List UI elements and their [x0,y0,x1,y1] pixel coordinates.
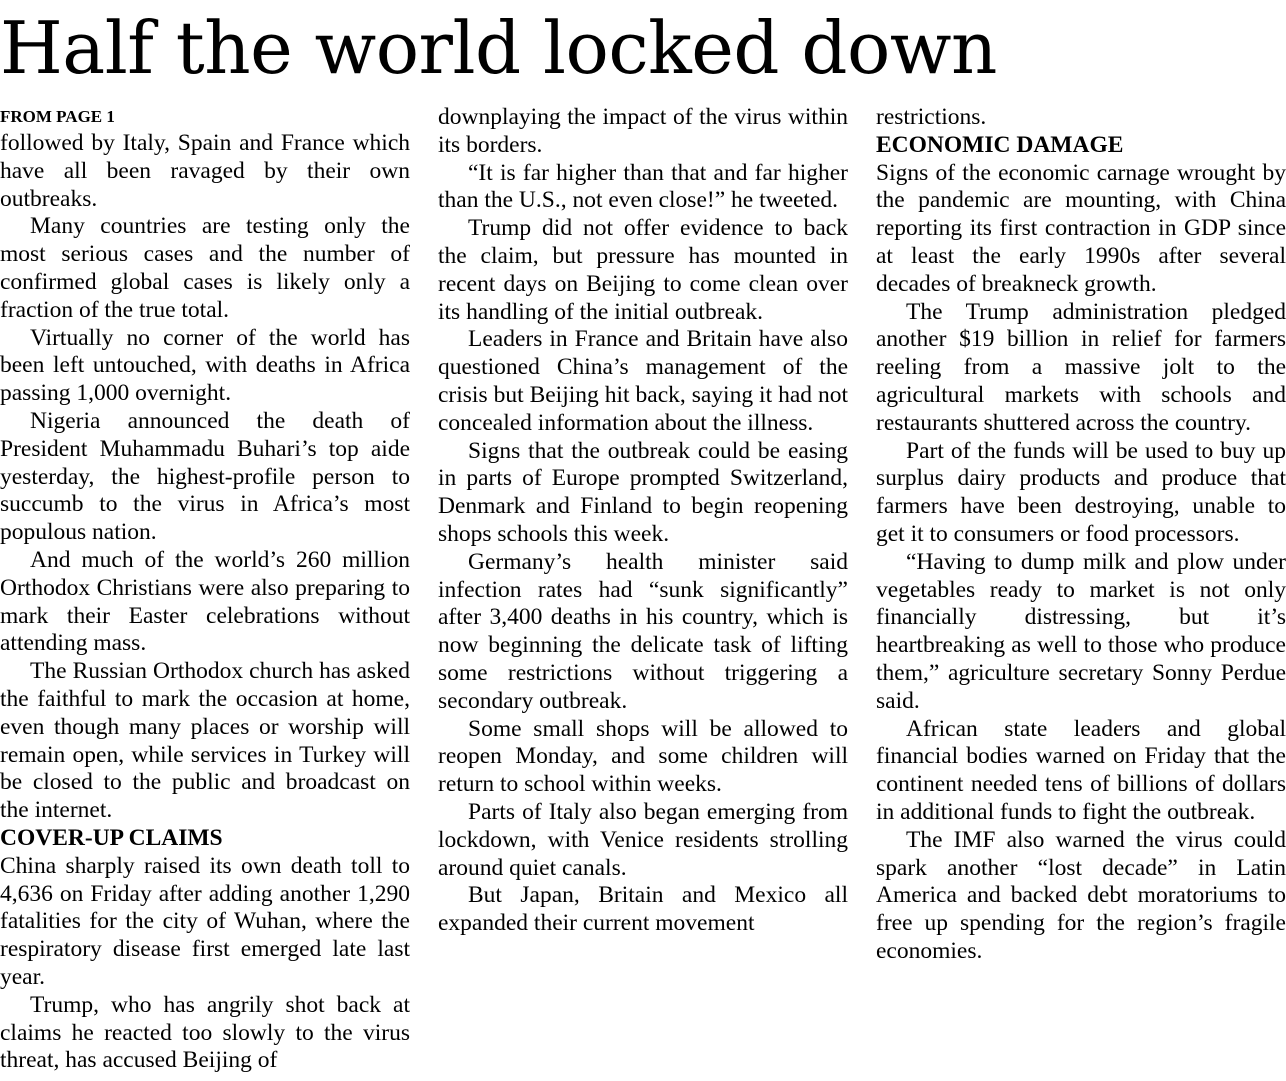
paragraph: Virtually no corner of the world has been left untouched, with deaths in Africa passing 1,000 overnight. [0,324,410,407]
paragraph: Signs of the economic carnage wrought by the pandemic are mounting, with China reporting its first contraction in GDP since at least the early 1990s after several decades of breakneck growth. [876,159,1286,297]
paragraph: Some small shops will be allowed to reopen Monday, and some children will return to school within weeks. [438,715,848,798]
article-column-1 [0,104,410,1075]
article-column-3 [876,104,1286,966]
subhead-cover-up-claims: COVER-UP CLAIMS [0,824,223,851]
paragraph: Leaders in France and Britain have also questioned China’s management of the crisis but Beijing hit back, saying it had not concealed information about the illness. [438,326,848,436]
paragraph: But Japan, Britain and Mexico all expanded their current movement [438,882,848,937]
subhead-economic-damage: ECONOMIC DAMAGE [876,131,1124,158]
paragraph: Signs that the outbreak could be easing in parts of Europe prompted Switzerland, Denmark and Finland to begin reopening shops schools this week. [438,437,848,547]
paragraph: The Trump administration pledged another $19 billion in relief for farmers reeling from a massive jolt to the agricultural markets with schools and restaurants shuttered across the country. [876,298,1286,436]
paragraph: “Having to dump milk and plow under vegetables ready to market is not only financially distressing, but it’s heartbreaking as well to those who produce them,” agriculture secretary Sonny Perdue said. [876,548,1286,714]
continuation-kicker: FROM PAGE 1 [0,107,115,126]
paragraph: Trump, who has angrily shot back at claims he reacted too slowly to the virus threat, has accused Beijing of [0,991,410,1074]
paragraph: China sharply raised its own death toll to 4,636 on Friday after adding another 1,290 fatalities for the city of Wuhan, where the respiratory disease first emerged late last year. [0,852,410,990]
paragraph: And much of the world’s 260 million Orthodox Christians were also preparing to mark their Easter celebrations without attending mass. [0,546,410,657]
paragraph: The IMF also warned the virus could spark another “lost decade” in Latin America and backed debt moratoriums to free up spending for the region’s fragile economies. [876,826,1286,964]
paragraph: followed by Italy, Spain and France which have all been ravaged by their own outbreaks. [0,130,410,212]
paragraph: “It is far higher than that and far higher than the U.S., not even close!” he tweeted. [438,159,848,214]
paragraph: restrictions. [876,104,987,130]
paragraph: Many countries are testing only the most serious cases and the number of confirmed global cases is likely only a fraction of the true total. [0,213,410,323]
article-column-2 [438,104,848,938]
headline: Half the world locked down [0,6,997,90]
paragraph: Parts of Italy also began emerging from lockdown, with Venice residents strolling around quiet canals. [438,798,848,881]
paragraph: Germany’s health minister said infection rates had “sunk significantly” after 3,400 deaths in his country, which is now beginning the delicate task of lifting some restrictions without triggering a secondary outbreak. [438,548,848,714]
paragraph: downplaying the impact of the virus within its borders. [438,104,848,158]
paragraph: Part of the funds will be used to buy up surplus dairy products and produce that farmers have been destroying, unable to get it to consumers or food processors. [876,437,1286,547]
paragraph: Nigeria announced the death of President Muhammadu Buhari’s top aide yesterday, the highest-profile person to succumb to the virus in Africa’s most populous nation. [0,407,410,546]
paragraph: Trump did not offer evidence to back the claim, but pressure has mounted in recent days on Beijing to come clean over its handling of the initial outbreak. [438,215,848,325]
paragraph: African state leaders and global financial bodies warned on Friday that the continent needed tens of billions of dollars in additional funds to fight the outbreak. [876,715,1286,825]
paragraph: The Russian Orthodox church has asked the faithful to mark the occasion at home, even though many places or worship will remain open, while services in Turkey will be closed to the public and broadcast on the internet. [0,658,410,824]
